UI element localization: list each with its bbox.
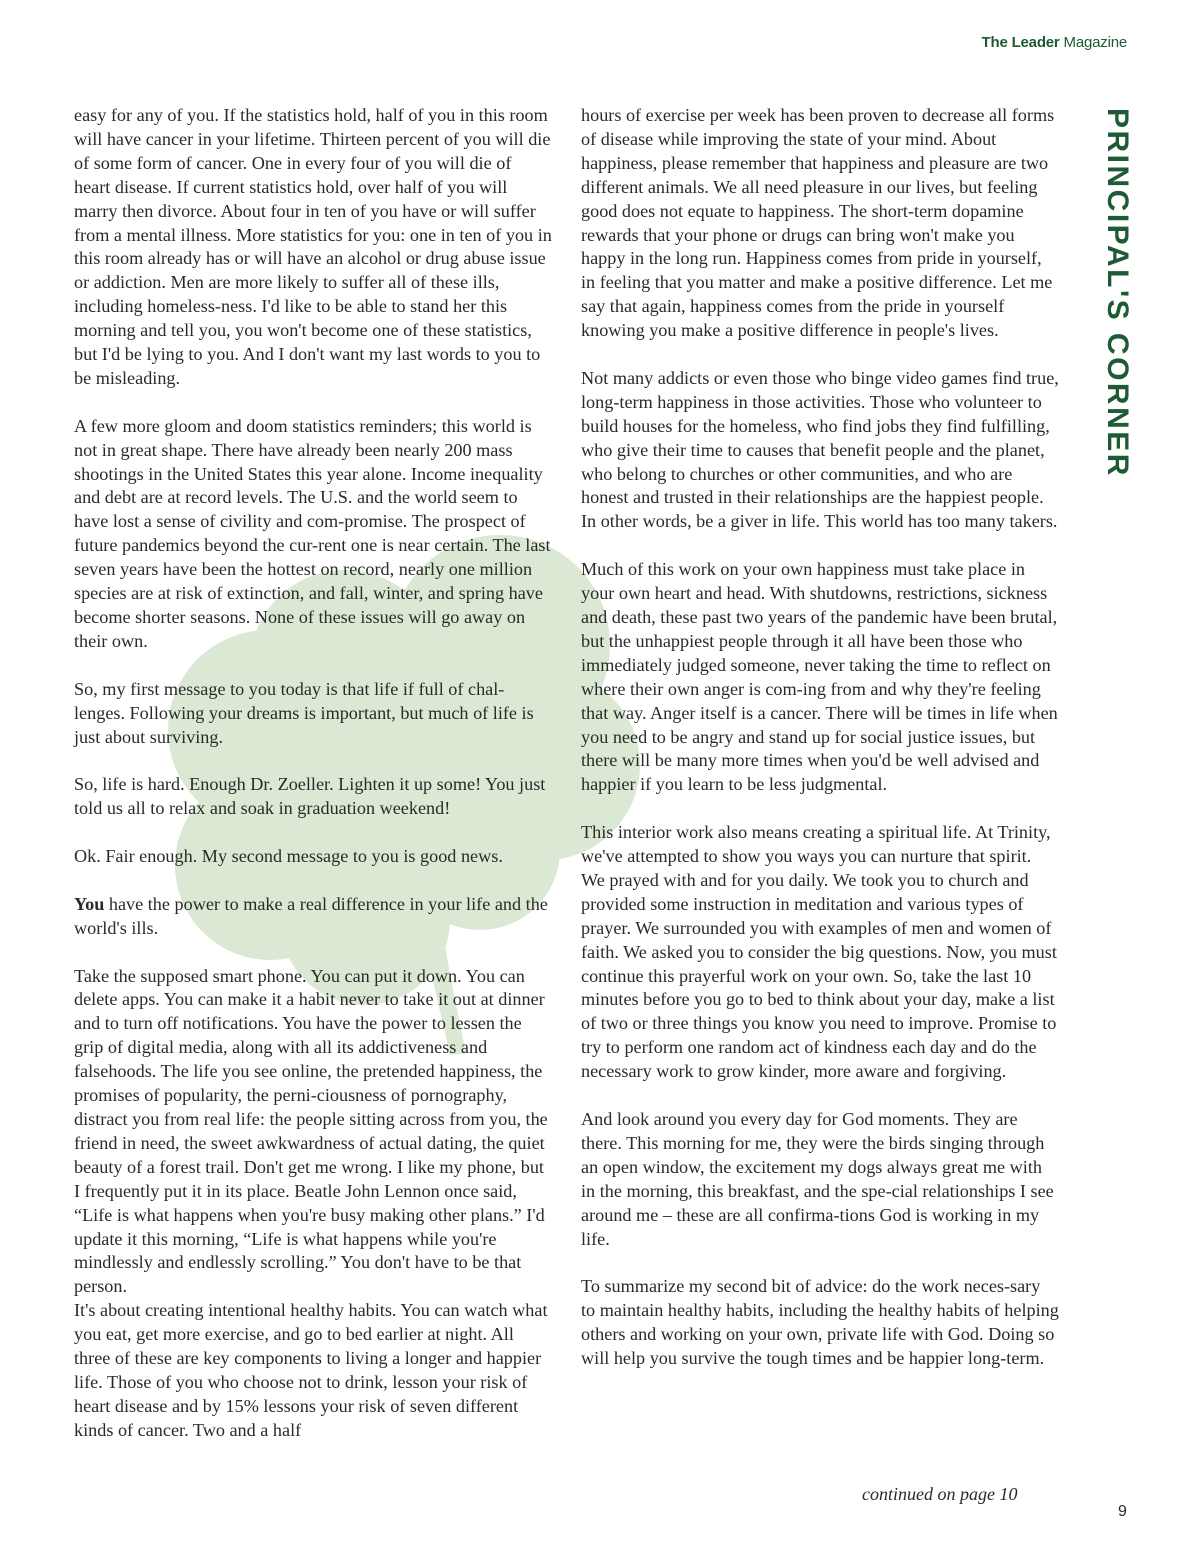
paragraph: It's about creating intentional healthy habits. You can watch what you eat, get more exercise, and go to bed earlier at night. All three of these are key components to living a longer and happier life. Those of you who choose not to drink, lesson your risk of heart disease and by 15% lessons your risk of seven different kinds of cancer. Two and a half xyxy=(74,1300,548,1440)
paragraph: A few more gloom and doom statistics reminders; this world is not in great shape. There have already been nearly 200 mass shootings in the United States this year alone. Income inequality and debt are at record levels. The U.S. and the world seem to have lost a sense of civility and com-promise. The prospect of future pandemics beyond the cur-rent one is near certain. The last seven years have been the hottest on record, nearly one million species are at risk of extinction, and fall, winter, and spring have become shorter seasons. None of these issues will go away on their own. xyxy=(74,415,551,651)
paragraph: Not many addicts or even those who binge video games find true, long-term happiness in those activities. Those who volunteer to build houses for the homeless, who find jobs they find fulfilling, who give their time to causes that benefit people and the planet, who belong to churches or other communities, and who are honest and trusted in their relationships are the happiest people. In other words, be a giver in life. This world has too many takers. xyxy=(581,367,1059,532)
left-column xyxy=(74,104,552,1443)
paragraph: And look around you every day for God moments. They are there. This morning for me, they were the birds singing through an open window, the excitement my dogs always great me with in the morning, this breakfast, and the spe-cial relationships I see around me – these are all confirma-tions God is working in my life. xyxy=(581,1109,1054,1249)
section-title: PRINCIPAL'S CORNER xyxy=(1101,108,1134,478)
bold-you: You xyxy=(74,893,105,914)
magazine-brand: The Leader xyxy=(981,34,1060,51)
paragraph-text: have the power to make a real difference in your life and the world's ills. xyxy=(74,893,548,938)
paragraph: hours of exercise per week has been proven to decrease all forms of disease while improving the state of your mind. About happiness, please remember that happiness and pleasure are two different animals. We all need pleasure in our lives, but feeling good does not equate to happiness. The short-term dopamine rewards that your phone or drugs can bring won't make you happy in the long run. Happiness comes from pride in yourself, in feeling that you matter and make a positive difference. Let me say that again, happiness comes from the pride in yourself knowing you make a positive difference in people's lives. xyxy=(581,105,1055,341)
page-number: 9 xyxy=(1118,1503,1127,1520)
magazine-label: Magazine xyxy=(1059,34,1127,51)
right-column xyxy=(581,104,1059,1371)
magazine-header xyxy=(982,34,1127,51)
paragraph: easy for any of you. If the statistics hold, half of you in this room will have cancer in your lifetime. Thirteen percent of you will die of some form of cancer. One in every four of you will die of heart disease. If current statistics hold, over half of you will marry then divorce. About four in ten of you have or will suffer from a mental illness. More statistics for you: one in ten of you in this room already has or will have an alcohol or drug abuse issue or addiction. Men are more likely to suffer all of these ills, including homeless-ness. I'd like to be able to stand her this morning and tell you, you won't become one of these statistics, but I'd be lying to you. And I don't want my last words to you to be misleading. xyxy=(74,105,552,388)
paragraph: So, my first message to you today is that life if full of chal-lenges. Following your dreams is important, but much of life is just about surviving. xyxy=(74,678,534,747)
continued-note: continued on page 10 xyxy=(862,1484,1018,1504)
paragraph: Ok. Fair enough. My second message to you is good news. xyxy=(74,846,503,867)
paragraph xyxy=(74,893,552,941)
paragraph: Much of this work on your own happiness must take place in your own heart and head. With shutdowns, restrictions, sickness and death, these past two years of the pandemic have been brutal, but the unhappiest people through it all have been those who immediately judged someone, never taking the time to reflect on where their own anger is com-ing from and why they're feeling that way. Anger itself is a cancer. There will be times in life when you need to be angry and stand up for social justice issues, but there will be many more times when you'd be well advised and happier if you learn to be less judgmental. xyxy=(581,559,1058,795)
paragraph: To summarize my second bit of advice: do the work neces-sary to maintain healthy habits, including the healthy habits of helping others and working on your own, private life with God. Doing so will help you survive the tough times and be happier long-term. xyxy=(581,1276,1059,1369)
paragraph: This interior work also means creating a spiritual life. At Trinity, we've attempted to show you ways you can nurture that spirit. We prayed with and for you daily. We took you to church and provided some instruction in meditation and various types of prayer. We surrounded you with examples of men and women of faith. We asked you to consider the big questions. Now, you must continue this prayerful work on your own. So, take the last 10 minutes before you go to bed to think about your day, make a list of two or three things you know you need to improve. Promise to try to perform one random act of kindness each day and do the necessary work to grow kinder, more aware and forgiving. xyxy=(581,822,1057,1082)
paragraph: So, life is hard. Enough Dr. Zoeller. Lighten it up some! You just told us all to relax and soak in graduation weekend! xyxy=(74,774,546,819)
paragraph: Take the supposed smart phone. You can put it down. You can delete apps. You can make it a habit never to take it out at dinner and to turn off notifications. You have the power to lessen the grip of digital media, along with all its addictiveness and falsehoods. The life you see online, the pretended happiness, the promises of popularity, the perni-ciousness of pornography, distract you from real life: the people sitting across from you, the friend in need, the sweet awkwardness of actual dating, the quiet beauty of a forest trail. Don't get me wrong. I like my phone, but I frequently put it in its place. Beatle John Lennon once said, “Life is what happens when you're busy making other plans.” I'd update it this morning, “Life is what happens while you're mindlessly and endlessly scrolling.” You don't have to be that person. xyxy=(74,965,548,1297)
